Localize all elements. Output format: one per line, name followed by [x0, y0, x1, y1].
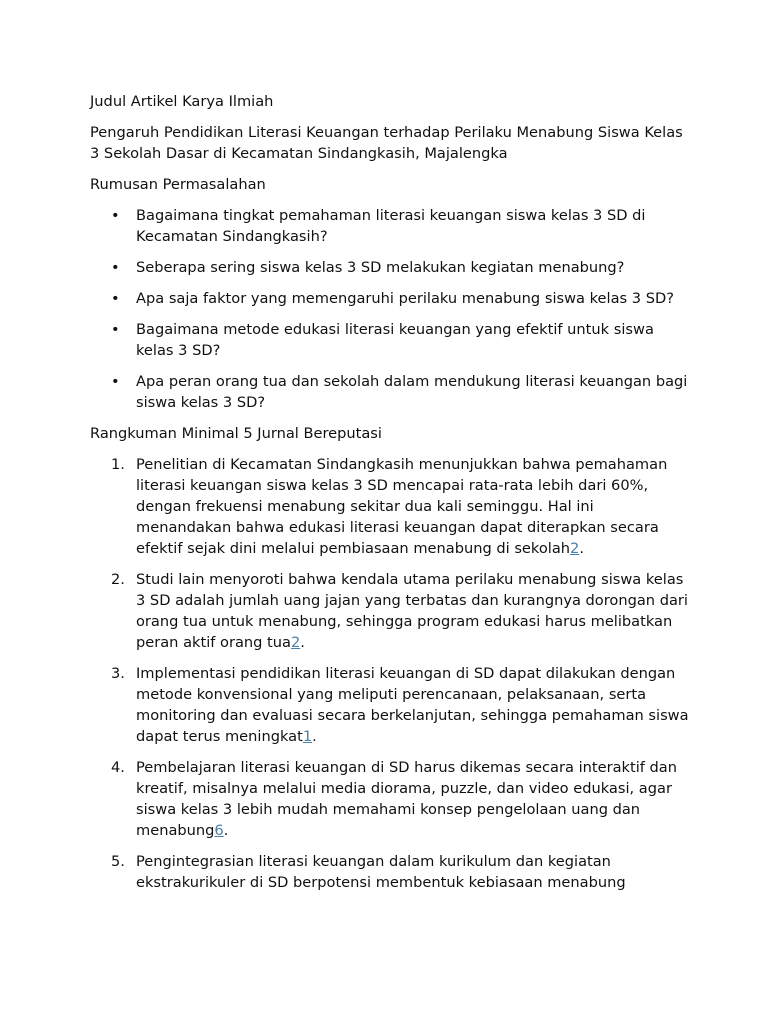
bullet-icon: •: [111, 207, 120, 224]
summary-item: [90, 663, 690, 747]
summary-number: 1.: [111, 456, 125, 473]
bullet-icon: •: [111, 373, 120, 390]
problem-text: Apa peran orang tua dan sekolah dalam mendukung literasi keuangan bagi siswa kelas 3 SD?: [136, 373, 688, 411]
summary-number: 5.: [111, 853, 125, 870]
article-title: Pengaruh Pendidikan Literasi Keuangan terhadap Perilaku Menabung Siswa Kelas 3 Sekolah Dasar di Kecamatan Sindangkasih, Majalengka: [90, 124, 683, 162]
problems-heading: Rumusan Permasalahan: [90, 176, 266, 193]
summary-item: [90, 757, 690, 841]
heading-title: Judul Artikel Karya Ilmiah: [90, 93, 274, 110]
summary-item: [90, 454, 690, 559]
summary-number: 3.: [111, 665, 125, 682]
summary-item: [90, 569, 690, 653]
problem-text: Bagaimana metode edukasi literasi keuangan yang efektif untuk siswa kelas 3 SD?: [136, 321, 654, 359]
problem-text: Bagaimana tingkat pemahaman literasi keuangan siswa kelas 3 SD di Kecamatan Sindangkasih?: [136, 207, 646, 245]
problem-item: [90, 205, 690, 247]
summary-text: Penelitian di Kecamatan Sindangkasih menunjukkan bahwa pemahaman literasi keuangan siswa kelas 3 SD mencapai rata-rata lebih dari 60%, dengan frekuensi menabung sekitar dua kali seminggu. Hal ini menandakan bahwa edukasi literasi keuangan dapat diterapkan secara efektif sejak dini melalui pembiasaan menabung di sekolah: [136, 456, 668, 557]
problem-item: [90, 371, 690, 413]
reference-link[interactable]: 1: [302, 728, 313, 745]
reference-link[interactable]: 2: [290, 634, 301, 651]
summary-heading: Rangkuman Minimal 5 Jurnal Bereputasi: [90, 425, 382, 442]
problem-item: [90, 319, 690, 361]
summary-number: 4.: [111, 759, 125, 776]
summary-item: [90, 851, 690, 893]
document-page: [90, 91, 690, 903]
summary-end: .: [300, 634, 305, 651]
reference-link[interactable]: 6: [214, 822, 224, 839]
problem-item: [90, 288, 690, 309]
summary-list: [90, 454, 690, 893]
problem-item: [90, 257, 690, 278]
bullet-icon: •: [111, 290, 120, 307]
summary-text: Studi lain menyoroti bahwa kendala utama perilaku menabung siswa kelas 3 SD adalah jumlah uang jajan yang terbatas dan kurangnya dorongan dari orang tua untuk menabung, sehingga program edukasi harus melibatkan peran aktif orang tua: [136, 571, 688, 651]
summary-number: 2.: [111, 571, 125, 588]
summary-text: Implementasi pendidikan literasi keuangan di SD dapat dilakukan dengan metode konvensional yang meliputi perencanaan, pelaksanaan, serta monitoring dan evaluasi secara berkelanjutan, sehingga pemahaman siswa dapat terus meningkat: [136, 665, 689, 745]
reference-link[interactable]: 2: [570, 540, 580, 557]
summary-end: .: [579, 540, 584, 557]
problems-list: [90, 205, 690, 413]
summary-text: Pengintegrasian literasi keuangan dalam kurikulum dan kegiatan ekstrakurikuler di SD berpotensi membentuk kebiasaan menabung: [136, 853, 626, 891]
problem-text: Seberapa sering siswa kelas 3 SD melakukan kegiatan menabung?: [136, 259, 625, 276]
summary-end: .: [312, 728, 317, 745]
summary-text: Pembelajaran literasi keuangan di SD harus dikemas secara interaktif dan kreatif, misalnya melalui media diorama, puzzle, dan video edukasi, agar siswa kelas 3 lebih mudah memahami konsep pengelolaan uang dan menabung: [136, 759, 677, 839]
bullet-icon: •: [111, 321, 120, 338]
summary-end: .: [223, 822, 229, 839]
bullet-icon: •: [111, 259, 120, 276]
problem-text: Apa saja faktor yang memengaruhi perilaku menabung siswa kelas 3 SD?: [136, 290, 674, 307]
